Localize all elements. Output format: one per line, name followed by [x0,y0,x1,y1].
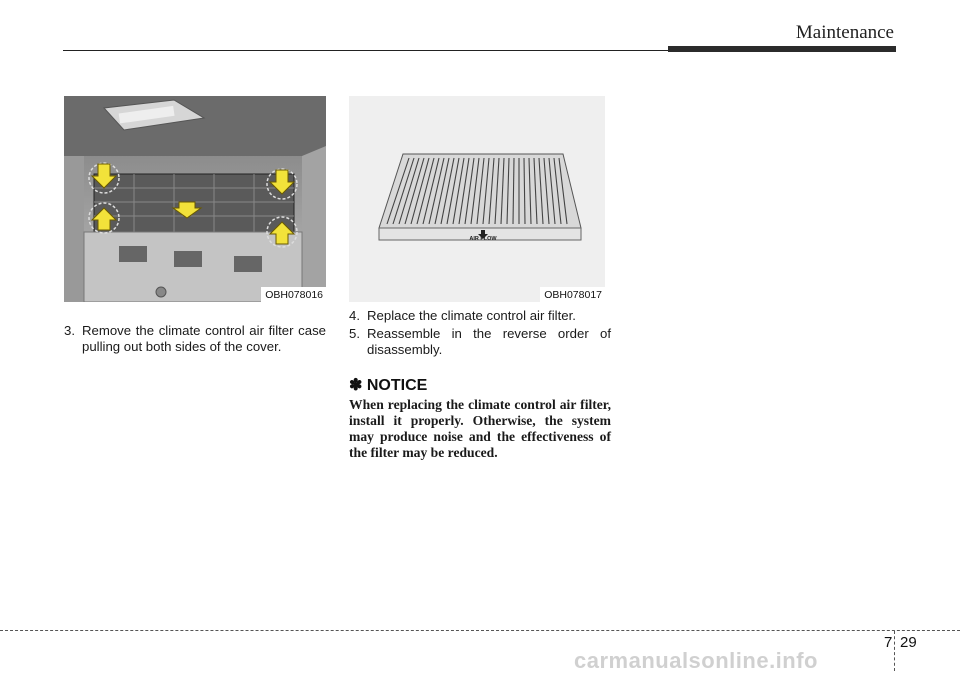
air-filter-illustration [349,96,605,302]
notice-heading [349,375,427,395]
notice-title: NOTICE [366,377,428,394]
step-text: Remove the climate control air filter case pulling out both sides of the cover. [82,323,326,354]
watermark: carmanualsonline.info [574,648,818,673]
figure-code: OBH078016 [261,287,326,302]
header-rule [63,50,668,51]
page-chapter: 7 [884,634,893,651]
footer-rule [0,630,960,631]
step-number: 3. [64,323,75,338]
figure-filter-case [64,96,326,302]
step-text: Reassemble in the reverse order of disassembly. [367,326,611,357]
page-divider [894,631,895,671]
step-number: 4. [349,308,360,323]
step-number: 5. [349,326,360,341]
notice-body: When replacing the climate control air filter, install it properly. Otherwise, the system may produce noise and the effectiveness of the filter may be reduced. [349,397,611,460]
step-3 [64,323,326,355]
step-text: Replace the climate control air filter. [367,308,576,323]
section-title: Maintenance [795,22,894,43]
notice-symbol-icon: ✽ [349,377,363,394]
filter-case-illustration [64,96,326,302]
figure-code: OBH078017 [540,287,605,302]
figure-air-filter [349,96,605,302]
page-number: 29 [900,634,917,651]
step-5 [349,326,611,358]
header-bar [668,46,896,52]
air-flow-label: AIR FLOW [469,236,497,242]
step-4 [349,308,611,324]
